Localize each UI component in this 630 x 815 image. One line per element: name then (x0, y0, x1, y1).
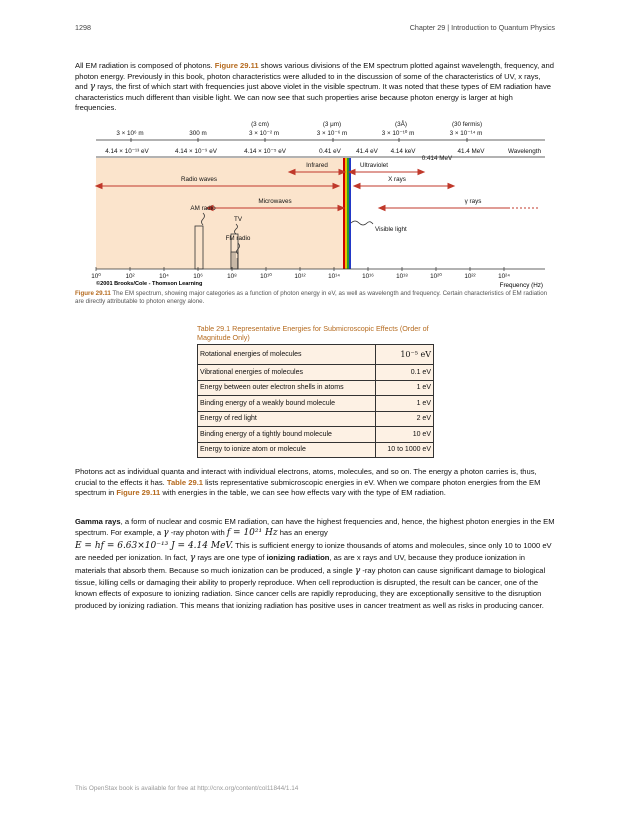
energy-cell: 10 eV (375, 427, 433, 443)
wl-top-label: (30 fermis) (451, 121, 483, 128)
wl-top-label: (3Å) (395, 121, 407, 128)
freq-tick: 10¹⁰ (260, 273, 272, 280)
energy-label: 41.4 MeV (457, 148, 485, 155)
effect-cell: Energy of red light (198, 411, 376, 427)
table-row (198, 380, 434, 396)
energy-label: 41.4 eV (356, 148, 378, 155)
effect-cell: Rotational energies of molecules (198, 345, 376, 365)
effect-cell: Vibrational energies of molecules (198, 365, 376, 381)
visible-band (343, 158, 345, 269)
figure-link[interactable]: Figure 29.11 (214, 61, 259, 70)
em-spectrum-figure (75, 118, 555, 290)
figure-caption: Figure 29.11 The EM spectrum, showing major categories as a function of photon energy in eV, as well as wavelength and frequency. Certain characteristics of EM radiation are directly attributable to photon energy alone. (75, 290, 548, 306)
freq-tick: 10¹² (294, 273, 306, 280)
tv-label: TV (233, 216, 243, 223)
figure-link[interactable]: Figure 29.11 (116, 488, 161, 498)
table-row (198, 345, 434, 365)
energy-cell: 10⁻⁵ eV (375, 345, 433, 365)
microwaves-label: Microwaves (258, 198, 292, 205)
effect-cell: Energy between outer electron shells in atoms (198, 380, 376, 396)
visible-band (347, 158, 349, 269)
gamma-paragraph: Gamma rays, a form of nuclear and cosmic EM radiation, can have the highest frequencies and, hence, the highest photon energies in the EM spectrum. For example, a γ -ray photon with f = 10²¹ Hz has an energy E = hf = 6.63×10⁻¹³ J = 4.14 MeV. This is sufficient energy to ionize thousands of atoms and molecules, since only 10 to 1000 eV are needed per ionization. In fact, γ rays are one type of ionizing radiation, as are x rays and UV, because they produce ionization in materials that absorb them. Because so much ionization can be produced, a single γ -ray photon can cause significant damage to biological tissue, killing cells or damaging their ability to properly reproduce. When cell reproduction is disrupted, the result can be cancer, one of the known effects of exposure to ionizing radiation. Since cancer cells are rapidly reproducing, they are exceptionally sensitive to the disruption produced by ionizing radiation. This means that ionizing radiation has positive uses in cancer treatment as well as risks in producing cancer. (75, 517, 555, 610)
effect-cell: Binding energy of a tightly bound molecule (198, 427, 376, 443)
table-row (198, 427, 434, 443)
radio-waves-label: Radio waves (180, 176, 218, 183)
wl-label: 300 m (189, 130, 207, 137)
effect-cell: Energy to ionize atom or molecule (198, 442, 376, 458)
energy-cell: 2 eV (375, 411, 433, 427)
energy-cell: 1 eV (375, 380, 433, 396)
wl-label: 3 × 10⁻⁶ m (316, 130, 348, 137)
freq-tick: 10²² (464, 273, 476, 280)
table-link[interactable]: Table 29.1 (166, 477, 204, 487)
energy-label: 4.14 × 10⁻⁵ eV (244, 148, 286, 155)
freq-tick: 10⁰ (91, 273, 101, 280)
freq-tick: 10⁴ (159, 273, 169, 280)
freq-tick: 10⁶ (193, 273, 203, 280)
table-caption: Table 29.1 Representative Energies for Submicroscopic Effects (Order of Magnitude Only) (197, 324, 429, 343)
fm-radio-label: FM radio (225, 235, 251, 242)
energy-label: 0.41 eV (319, 148, 341, 155)
freq-tick: 10¹⁴ (328, 273, 340, 280)
table-row (198, 411, 434, 427)
wl-label: 3 × 10⁶ m (116, 130, 144, 137)
wl-label: 3 × 10⁻¹⁴ m (449, 130, 483, 137)
energy-label: 4.14 × 10⁻⁹ eV (175, 148, 217, 155)
freq-tick: 10² (125, 273, 135, 280)
table-row (198, 442, 434, 458)
energy-cell: 1 eV (375, 396, 433, 412)
radio-region (96, 158, 344, 269)
wl-label: 3 × 10⁻¹⁰ m (381, 130, 415, 137)
chapter-title: Chapter 29 | Introduction to Quantum Physics (409, 23, 555, 32)
page-number: 1298 (75, 23, 91, 32)
photon-paragraph: Photons act as individual quanta and interact with individual electrons, atoms, molecules, and so on. The energy a photon carries is, thus, crucial to the effects it has. Table 29.1 lists representative submicroscopic energies in eV. When we compare photon energies from the EM spectrum in Figure 29.11 with energies in the table, we can see how effects vary with the type of EM radiation. (75, 467, 541, 498)
infrared-label: Infrared (306, 162, 328, 169)
energy-label: 0.414 MeV (421, 155, 453, 162)
footer-note: This OpenStax book is available for free at http://cnx.org/content/col11844/1.14 (75, 785, 299, 792)
energy-cell: 0.1 eV (375, 365, 433, 381)
effect-cell: Binding energy of a weakly bound molecule (198, 396, 376, 412)
frequency-title: Frequency (Hz) (499, 282, 543, 289)
freq-tick: 10⁸ (227, 273, 237, 280)
visible-light-label: Visible light (375, 226, 407, 233)
energy-table (197, 344, 434, 458)
wl-label: 3 × 10⁻² m (248, 130, 280, 137)
gamma-rays-term: Gamma rays (75, 517, 121, 526)
table-row (198, 396, 434, 412)
ionizing-radiation-term: ionizing radiation (266, 553, 330, 563)
energy-cell: 10 to 1000 eV (375, 442, 433, 458)
am-radio-label: AM radio (190, 205, 216, 212)
table-row (198, 365, 434, 381)
energy-label: 4.14 × 10⁻¹³ eV (105, 148, 149, 155)
freq-tick: 10¹⁸ (396, 273, 408, 280)
visible-band (345, 158, 347, 269)
figure-copyright: ©2001 Brooks/Cole - Thomson Learning (96, 281, 203, 287)
equation-frequency: f = 10²¹ Hz (226, 528, 278, 539)
energy-label: 4.14 keV (390, 148, 416, 155)
freq-tick: 10²⁴ (498, 273, 510, 280)
gamma-rays-label: γ rays (464, 198, 482, 205)
intro-paragraph: All EM radiation is composed of photons. Figure 29.11 shows various divisions of the EM spectrum plotted against wavelength, frequency, and photon energy. Previously in this book, photon characteristics were alluded to in the discussion of some of the characteristics of UV, x rays, and γ rays, the first of which start with frequencies just above violet in the visible spectrum. It was noted that these types of EM radiation have characteristics much different than visible light. We can now see that such properties arise because photon energy is larger at high frequencies. (75, 61, 554, 113)
wl-top-label: (3 cm) (251, 121, 269, 128)
freq-tick: 10²⁰ (430, 273, 442, 280)
wl-top-label: (3 μm) (322, 121, 342, 128)
wavelength-title: Wavelength (508, 148, 542, 155)
visible-band (349, 158, 351, 269)
ultraviolet-label: Ultraviolet (360, 162, 388, 169)
equation-energy: E = hf = 6.63×10⁻¹³ J = 4.14 MeV. (75, 540, 234, 551)
x-rays-label: X rays (388, 176, 406, 183)
freq-tick: 10¹⁶ (362, 273, 374, 280)
